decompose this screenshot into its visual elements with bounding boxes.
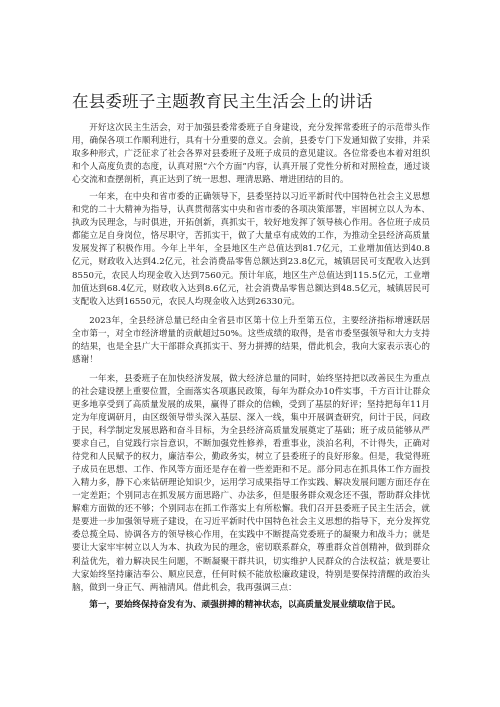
document-title: 在县委班子主题教育民主生活会上的讲话	[72, 92, 373, 111]
document-body	[72, 122, 430, 616]
paragraph-achievements: 一年来，在中央和省市委的正确领导下，县委坚持以习近平新时代中国特色社会主义思想和党的二十大精神为指导，认真贯彻落实中央和省市委的各项决策部署，牢固树立以人为本、执政为民理念，与时俱进，开拓创新，真抓实干，较好地发挥了领导核心作用。各位班子成员都能立足自身岗位，恪尽职守，苦抓实干，做了大量卓有成效的工作，为推动全县经济高质量发展发挥了积极作用。今年上半年，全县地区生产总值达到81.7亿元，工业增加值达到40.8亿元，财政收入达到4.2亿元，社会消费品零售总额达到23.8亿元，城镇居民可支配收入达到8550元，农民人均现金收入达到7560元。预计年底，地区生产总值达到115.5亿元，工业增加值达到68.4亿元，财政收入达到8.6亿元，社会消费品零售总额达到48.5亿元，城镇居民可支配收入达到16550元，农民人均现金收入达到26330元。	[72, 192, 430, 307]
paragraph-economic-ranking: 2023年，全县经济总量已经由全省县市区第十位上升至第五位，主要经济指标增速跃居全市第一，对全市经济增量的贡献超过50%。这些成绩的取得，是省市委坚强领导和大力支持的结果，也是全县广大干部群众真抓实干、努力拼搏的结果，借此机会，我向大家表示衷心的感谢！	[72, 315, 430, 365]
section-heading-first: 第一，要始终保持奋发有为、顽强拼搏的精神状态，以高质量发展业绩取信于民。	[89, 599, 401, 610]
paragraph-shortcomings: 一年来，县委班子在加快经济发展，做大经济总量的同时，始终坚持把以改善民生为重点的社会建设摆上重要位置，全面落实各项惠民政策，每年为群众办10件实事，千方百计让群众更多地享受到了高质量发展的成果，赢得了群众的信赖，受到了基层的好评；坚持把每年11月定为年度调研月，由区级领导带头深入基层、深入一线，集中开展调查研究，问计于民，问政于民，科学制定发展思路和奋斗目标，为全县经济高质量发展奠定了基础；班子成员能够从严要求自己，自觉践行宗旨意识，不断加强党性修养，看重事业，淡泊名利，不计得失，正确对待党和人民赋予的权力，廉洁奉公，勤政务实，树立了县委班子的良好形象。但是，我觉得班子成员在思想、工作、作风等方面还是存在着一些差距和不足。部分同志在抓具体工作方面投入精力多，静下心来钻研理论知识少，运用学习成果指导工作实践、解决发展问题方面还存在一定差距；个别同志在抓发展方面思路广、办法多，但是服务群众观念还不强，帮助群众排忧解难方面做的还不够；个别同志在抓工作落实上有所松懈。我们召开县委班子民主生活会，就是要进一步加强领导班子建设，在习近平新时代中国特色社会主义思想的指导下，充分发挥党委总揽全局、协调各方的领导核心作用，在实践中不断提高党委班子的凝聚力和战斗力；就是要让大家牢牢树立以人为本、执政为民的理念，密切联系群众，尊重群众首创精神，做到群众利益优先，着力解决民生问题，不断凝聚干群共识，切实维护人民群众的合法权益；就是要让大家始终坚持廉洁奉公、顺应民意，任何时候不能放松廉政建设，特别是要保持清醒的政治头脑，做到一身正气、两袖清风。借此机会，我再强调三点：	[72, 373, 430, 593]
paragraph-intro: 开好这次民主生活会，对于加强县委常委班子自身建设，充分发挥常委班子的示范带头作用，确保各项工作顺利进行，具有十分重要的意义。会前，县委专门下发通知做了安排，并采取多种形式，广泛征求了社会各界对县委班子及班子成员的意见建议。各位常委也本着对组织和个人高度负责的态度，认真对照“六个方面”内容，认真开展了党性分析和对照检查，通过谈心交流和查摆剖析，真正达到了统一思想、理清思路、增进团结的目的。	[72, 123, 430, 186]
